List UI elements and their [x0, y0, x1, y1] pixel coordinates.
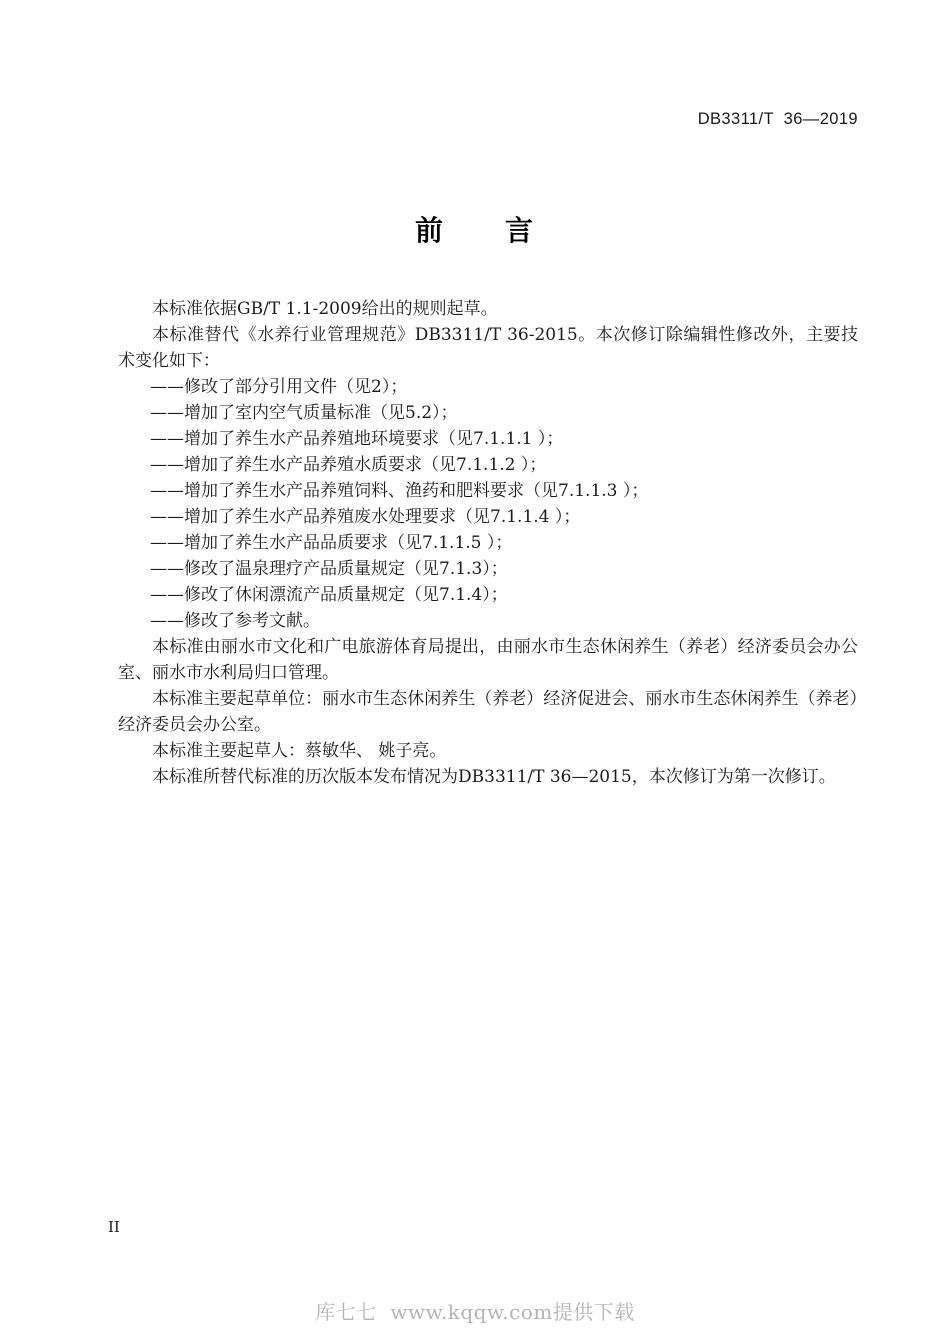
technical-changes-list [118, 374, 858, 634]
revision-history-paragraph: 本标准所替代标准的历次版本发布情况为DB3311/T 36—2015，本次修订为第一次修订。 [152, 767, 836, 787]
list-item: ——修改了部分引用文件（见2）； [150, 377, 408, 397]
watermark: 库七七 www.kqqw.com提供下载 [315, 1300, 635, 1324]
list-item: ——增加了室内空气质量标准（见5.2）； [150, 403, 458, 423]
intro-paragraph: 本标准依据GB/T 1.1-2009给出的规则起草。 [152, 299, 498, 319]
page-title: 前 言 [414, 214, 535, 247]
list-item: ——修改了温泉理疗产品质量规定（见7.1.3）； [150, 559, 508, 579]
foreword-body [118, 296, 858, 790]
list-item: ——修改了参考文献。 [150, 611, 320, 631]
list-item: ——增加了养生水产品品质要求（见7.1.1.5 ）； [150, 533, 513, 553]
list-item: ——增加了养生水产品养殖地环境要求（见7.1.1.1 ）； [150, 429, 564, 449]
list-item: ——修改了休闲漂流产品质量规定（见7.1.4）； [150, 585, 508, 605]
intro-paragraph: 本标准替代《水养行业管理规范》DB3311/T 36-2015。本次修订除编辑性修改外，主要技术变化如下： [118, 325, 858, 371]
list-item: ——增加了养生水产品养殖废水处理要求（见7.1.1.4 ）； [150, 507, 581, 527]
drafting-units-paragraph: 本标准主要起草单位：丽水市生态休闲养生（养老）经济促进会、丽水市生态休闲养生（养老）经济委员会办公室。 [118, 689, 858, 735]
drafters-paragraph: 本标准主要起草人：蔡敏华、 姚子亮。 [152, 741, 447, 761]
page-number: II [108, 1218, 120, 1236]
proposing-body-paragraph: 本标准由丽水市文化和广电旅游体育局提出，由丽水市生态休闲养生（养老）经济委员会办公室、丽水市水利局归口管理。 [118, 637, 858, 683]
running-header-standard-code: DB3311/T 36—2019 [697, 110, 858, 128]
list-item: ——增加了养生水产品养殖饲料、渔药和肥料要求（见7.1.1.3 ）； [150, 481, 649, 501]
list-item: ——增加了养生水产品养殖水质要求（见7.1.1.2 ）； [150, 455, 547, 475]
